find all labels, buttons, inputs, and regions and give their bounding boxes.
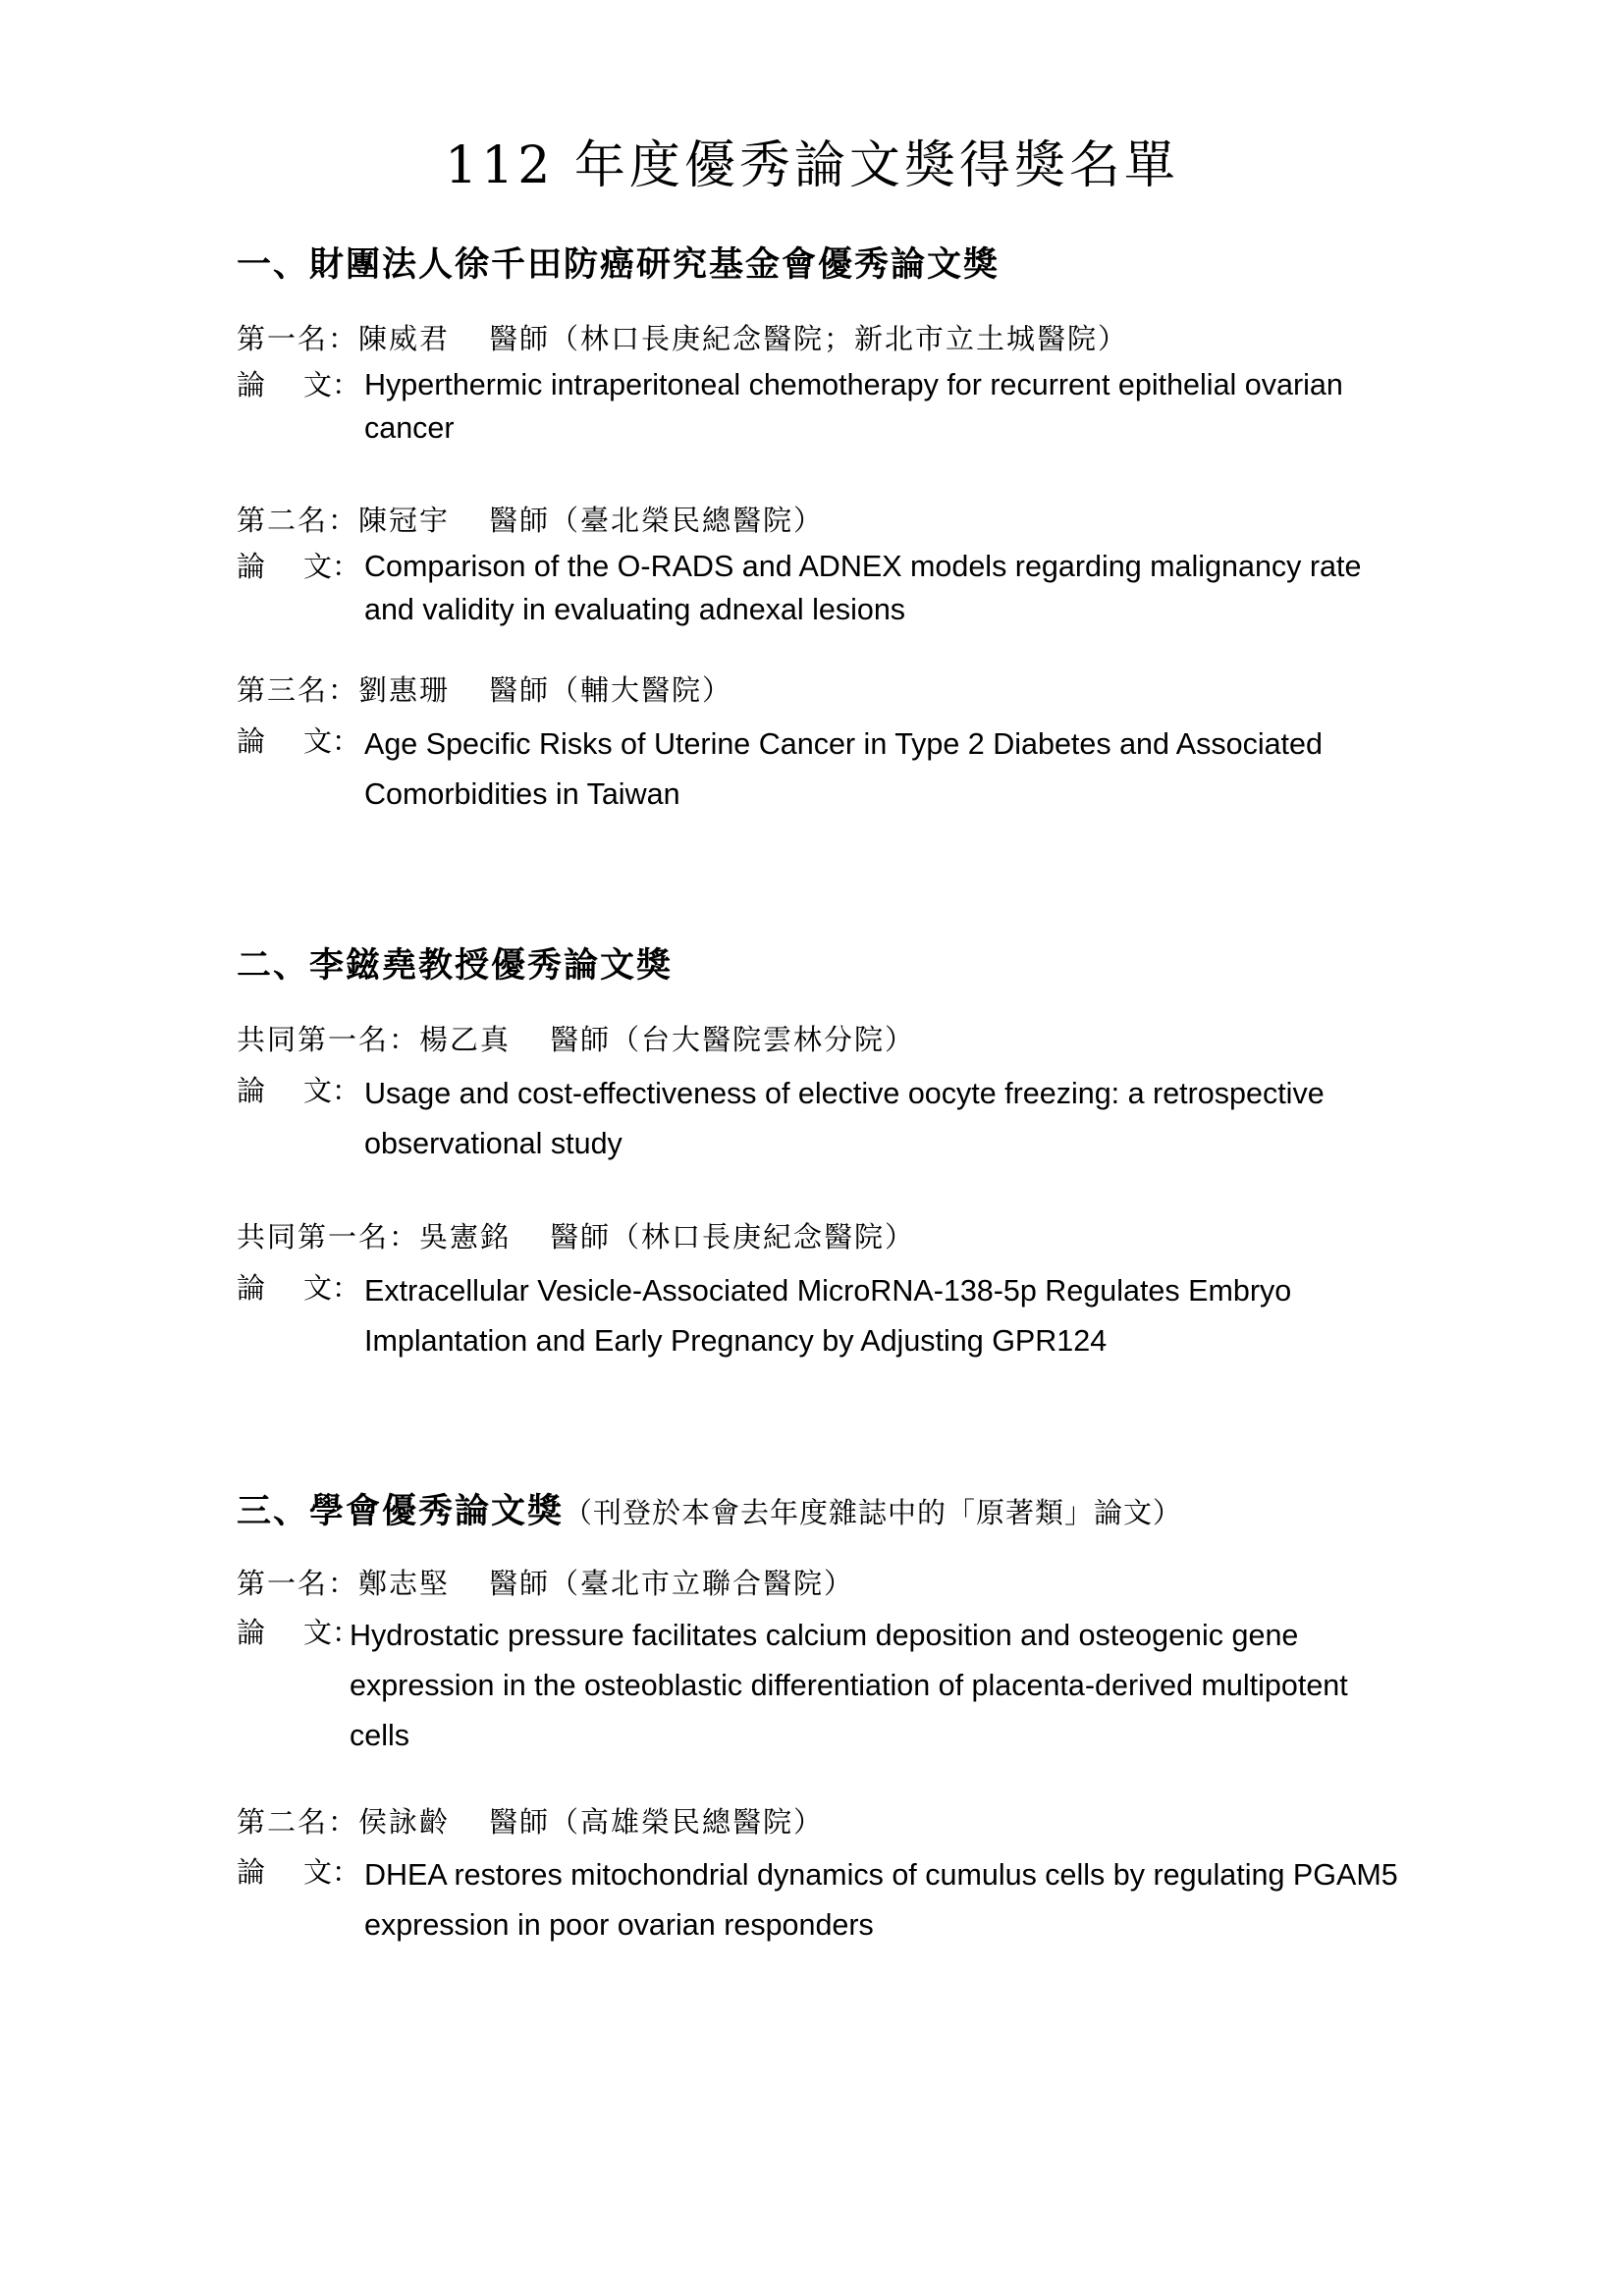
paper-label-part2: 文： <box>303 724 361 758</box>
paper-title: Age Specific Risks of Uterine Cancer in Type 2 Diabetes and Associated Comorbidities in Taiwan <box>364 727 1323 811</box>
rank-label: 共同第一名： <box>237 1220 420 1254</box>
winner-affiliation: 醫師（高雄榮民總醫院） <box>489 1805 825 1839</box>
winner-affiliation: 醫師（林口長庚紀念醫院；新北市立土城醫院） <box>489 322 1129 355</box>
paper-label-part2: 文： <box>303 1271 361 1305</box>
winner-name: 陳冠宇 <box>358 504 451 537</box>
winner-name: 劉惠珊 <box>358 673 451 707</box>
winner-name: 陳威君 <box>358 322 451 355</box>
paper-label <box>237 365 360 404</box>
winner-line <box>237 670 732 710</box>
paper-label-part2: 文： <box>303 550 361 583</box>
paper-label <box>237 1268 360 1308</box>
section-heading-note: （刊登於本會去年度雜誌中的「原著類」論文） <box>564 1496 1183 1529</box>
winner-affiliation: 醫師（臺北榮民總醫院） <box>489 504 825 537</box>
section-heading-2 <box>237 944 673 988</box>
paper-title: Extracellular Vesicle-Associated MicroRNA-138-5p Regulates Embryo Implantation and Early Pregnancy by Adjusting GPR124 <box>364 1274 1292 1358</box>
paper-label-part1: 論 <box>237 724 266 758</box>
paper-label-part2: 文： <box>303 1074 361 1107</box>
paper-title: Hydrostatic pressure facilitates calcium deposition and osteogenic gene expression in the osteoblastic differentiation of placenta-derived multipotent cells <box>350 1619 1348 1752</box>
paper-label-part1: 論 <box>237 368 266 401</box>
winner-name: 吳憲銘 <box>419 1220 512 1254</box>
winner-affiliation: 醫師（林口長庚紀念醫院） <box>550 1220 916 1254</box>
winner-affiliation: 醫師（台大醫院雲林分院） <box>550 1023 916 1056</box>
paper-label-part1: 論 <box>237 1271 266 1305</box>
paper-title: Usage and cost-effectiveness of elective oocyte freezing: a retrospective observational study <box>364 1077 1325 1160</box>
paper-label-part1: 論 <box>237 1855 266 1889</box>
paper-label-part1: 論 <box>237 550 266 583</box>
rank-label: 第三名： <box>237 673 359 707</box>
paper-title: DHEA restores mitochondrial dynamics of cumulus cells by regulating PGAM5 expression in poor ovarian responders <box>364 1858 1398 1942</box>
winner-name: 侯詠齡 <box>358 1805 451 1839</box>
winner-affiliation: 醫師（臺北市立聯合醫院） <box>489 1567 855 1600</box>
winner-name: 楊乙真 <box>419 1023 512 1056</box>
winner-line <box>237 319 1128 358</box>
section-heading-text: 三、學會優秀論文獎 <box>237 1492 565 1531</box>
winner-line <box>237 1020 915 1059</box>
rank-label: 共同第一名： <box>237 1023 420 1056</box>
section-heading-text: 二、李鎡堯教授優秀論文獎 <box>237 946 674 986</box>
winner-name: 鄭志堅 <box>358 1567 451 1600</box>
winner-line <box>237 1802 824 1842</box>
paper-title: Comparison of the O-RADS and ADNEX models regarding malignancy rate and validity in evaluating adnexal lesions <box>364 550 1362 626</box>
paper-label <box>237 1613 360 1652</box>
winner-line <box>237 1217 915 1256</box>
paper-title: Hyperthermic intraperitoneal chemotherapy for recurrent epithelial ovarian cancer <box>364 368 1343 445</box>
rank-label: 第二名： <box>237 1805 359 1839</box>
document-title: 112 年度優秀論文獎得獎名單 <box>445 136 1179 195</box>
section-heading-3 <box>237 1490 1182 1534</box>
winner-line <box>237 1564 854 1603</box>
winner-line <box>237 501 824 540</box>
paper-label-part1: 論 <box>237 1616 266 1649</box>
paper-label-part2: 文： <box>303 368 361 401</box>
paper-label-part1: 論 <box>237 1074 266 1107</box>
rank-label: 第一名： <box>237 322 359 355</box>
paper-label-part2: 文： <box>303 1616 361 1649</box>
section-heading-text: 一、財團法人徐千田防癌研究基金會優秀論文獎 <box>237 245 1001 285</box>
winner-affiliation: 醫師（輔大醫院） <box>489 673 733 707</box>
paper-label <box>237 547 360 586</box>
section-heading-1 <box>237 243 1000 287</box>
paper-label-part2: 文： <box>303 1855 361 1889</box>
paper-label <box>237 721 360 761</box>
paper-label <box>237 1071 360 1110</box>
rank-label: 第一名： <box>237 1567 359 1600</box>
paper-label <box>237 1852 360 1892</box>
rank-label: 第二名： <box>237 504 359 537</box>
